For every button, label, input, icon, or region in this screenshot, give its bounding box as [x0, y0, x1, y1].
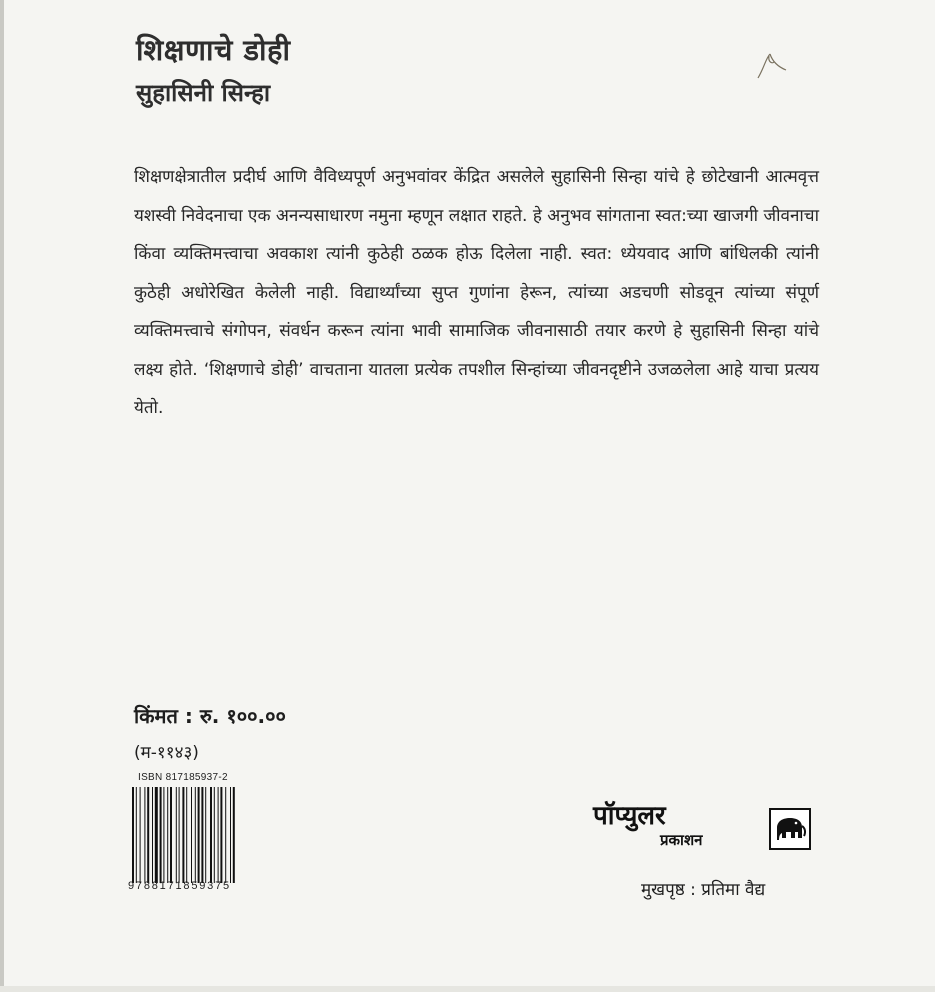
- cover-spine-edge: [0, 0, 4, 992]
- book-author: सुहासिनी सिन्हा: [136, 79, 271, 107]
- cover-bottom-edge: [0, 986, 935, 992]
- catalog-code: (म-११४३): [134, 743, 199, 763]
- isbn-barcode: [130, 787, 266, 883]
- price-label: किंमत : रु. १००.००: [134, 704, 286, 728]
- barcode-digits: 9788171859375: [128, 880, 231, 892]
- blurb-paragraph: [134, 158, 819, 428]
- publisher-name: पॉप्युलर: [593, 801, 666, 831]
- book-title: शिक्षणाचे डोही: [136, 33, 291, 67]
- paper-blemish: [752, 50, 792, 80]
- cover-credit: मुखपृष्ठ : प्रतिमा वैद्य: [641, 880, 766, 900]
- elephant-logo-icon: [769, 808, 811, 850]
- blurb-text: शिक्षणक्षेत्रातील प्रदीर्घ आणि वैविध्यपूर्ण अनुभवांवर केंद्रित असलेले सुहासिनी सिन्हा यांचे हे छोटेखानी आत्मवृत्त यशस्वी निवेदनाचा एक अनन्यसाधारण नमुना म्हणून लक्षात राहते. हे अनुभव सांगताना स्वत:च्या खाजगी जीवनाचा किंवा व्यक्तिमत्त्वाचा अवकाश त्यांनी कुठेही ठळक होऊ दिलेला नाही. स्वत: ध्येयवाद आणि बांधिलकी त्यांनी कुठेही अधोरेखित केलेली नाही. विद्यार्थ्यांच्या सुप्त गुणांना हेरून, त्यांच्या अडचणी सोडवून त्यांच्या संपूर्ण व्यक्तिमत्त्वाचे संगोपन, संवर्धन करून त्यांना भावी सामाजिक जीवनासाठी तयार करणे हे सुहासिनी सिन्हा यांचे लक्ष्य होते. ‘शिक्षणाचे डोही’ वाचताना यातला प्रत्येक तपशील सिन्हांच्या जीवनदृष्टीने उजळलेला आहे याचा प्रत्यय येतो.: [134, 167, 819, 418]
- isbn-label: ISBN 817185937-2: [138, 772, 228, 783]
- publisher-subtitle: प्रकाशन: [660, 831, 703, 849]
